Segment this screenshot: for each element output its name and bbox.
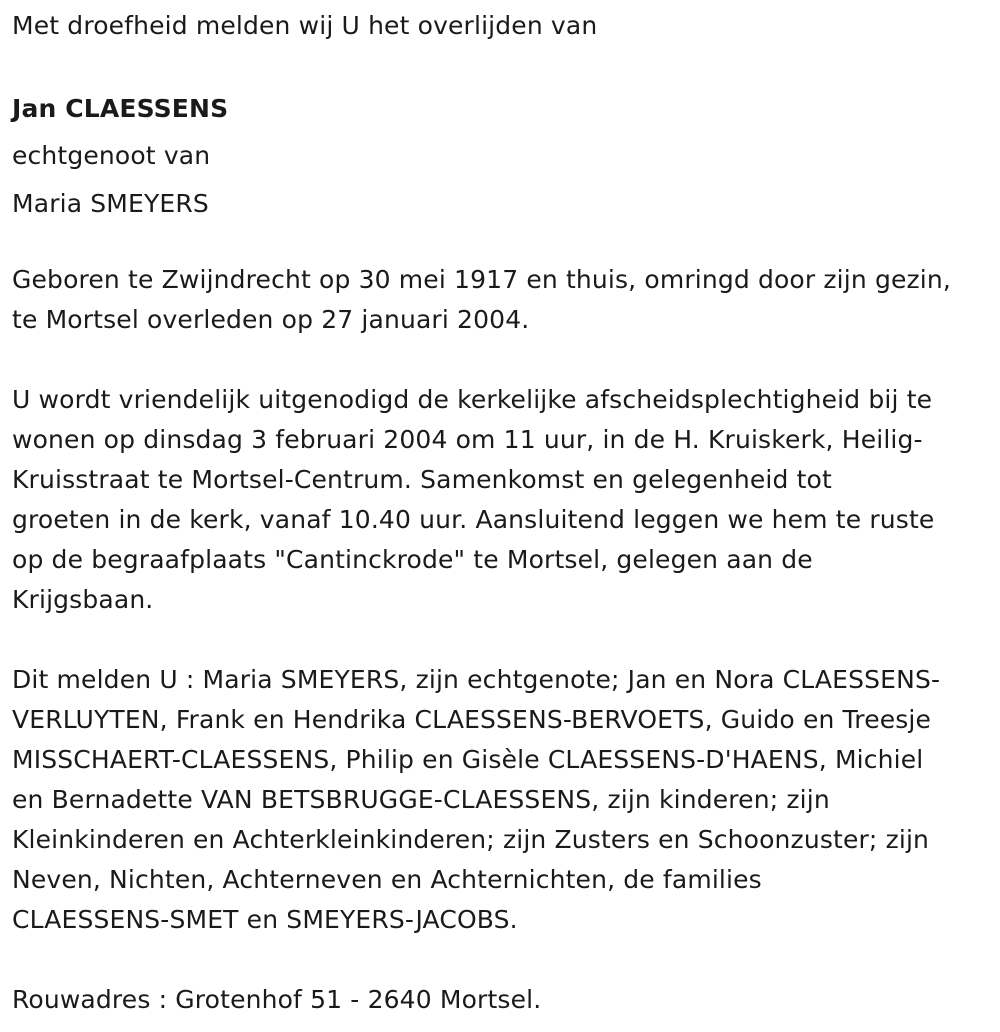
paragraph-line: te Mortsel overleden op 27 januari 2004. (12, 305, 530, 334)
spacer (12, 620, 992, 660)
paragraph-line: Neven, Nichten, Achterneven en Achternichten, de families (12, 865, 762, 894)
ceremony-paragraph (12, 380, 992, 620)
paragraph-line: MISSCHAERT-CLAESSENS, Philip en Gisèle CLAESSENS-D'HAENS, Michiel (12, 745, 924, 774)
paragraph-line: Kleinkinderen en Achterkleinkinderen; zijn Zusters en Schoonzuster; zijn (12, 825, 930, 854)
paragraph-line: Krijgsbaan. (12, 585, 154, 614)
spacer (12, 940, 992, 980)
paragraph-line: Geboren te Zwijndrecht op 30 mei 1917 en thuis, omringd door zijn gezin, (12, 265, 951, 294)
birth-death-paragraph (12, 260, 992, 340)
paragraph-line: U wordt vriendelijk uitgenodigd de kerkelijke afscheidsplechtigheid bij te (12, 385, 933, 414)
relation-text: echtgenoot van (12, 141, 211, 170)
spacer (12, 44, 992, 86)
paragraph-line: VERLUYTEN, Frank en Hendrika CLAESSENS-BERVOETS, Guido en Treesje (12, 705, 932, 734)
paragraph-line: CLAESSENS-SMET en SMEYERS-JACOBS. (12, 905, 518, 934)
mourning-address: Rouwadres : Grotenhof 51 - 2640 Mortsel. (12, 985, 542, 1014)
intro-text: Met droefheid melden wij U het overlijden van (12, 11, 598, 40)
paragraph-line: wonen op dinsdag 3 februari 2004 om 11 uur, in de H. Kruiskerk, Heilig- (12, 425, 923, 454)
death-notice (12, 8, 992, 1020)
family-paragraph (12, 660, 992, 940)
deceased-name: Jan CLAESSENS (12, 94, 229, 123)
paragraph-line: Dit melden U : Maria SMEYERS, zijn echtgenote; Jan en Nora CLAESSENS- (12, 665, 941, 694)
paragraph-line: groeten in de kerk, vanaf 10.40 uur. Aansluitend leggen we hem te ruste (12, 505, 935, 534)
paragraph-line: Kruisstraat te Mortsel-Centrum. Samenkomst en gelegenheid tot (12, 465, 832, 494)
spouse-name: Maria SMEYERS (12, 189, 209, 218)
spacer (12, 228, 992, 260)
paragraph-line: en Bernadette VAN BETSBRUGGE-CLAESSENS, zijn kinderen; zijn (12, 785, 830, 814)
paragraph-line: op de begraafplaats "Cantinckrode" te Mortsel, gelegen aan de (12, 545, 813, 574)
spacer (12, 340, 992, 380)
